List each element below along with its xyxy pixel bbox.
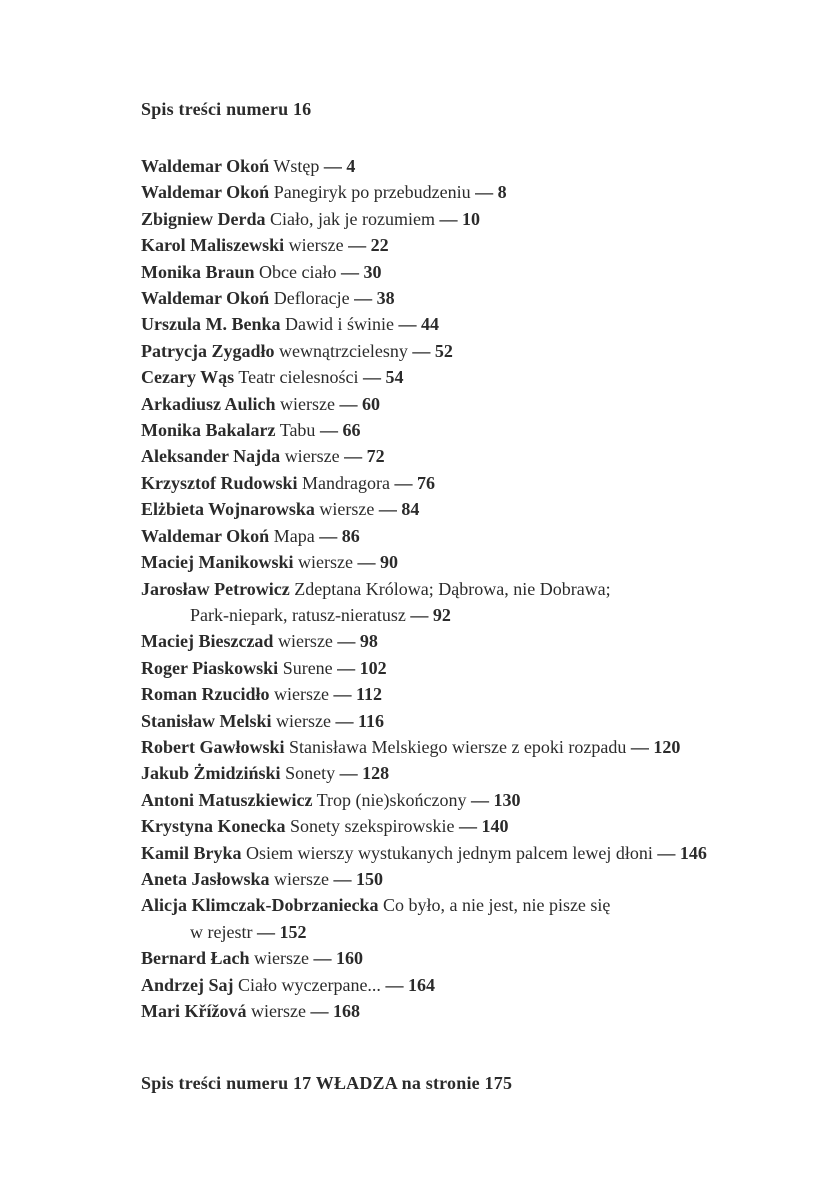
entry-title: wiersze	[280, 393, 336, 414]
entry-title: wiersze	[288, 235, 344, 256]
toc-entry	[141, 945, 781, 971]
entry-author: Elżbieta Wojnarowska	[141, 499, 315, 520]
entry-page: — 44	[398, 314, 439, 335]
toc-entry-line	[141, 153, 781, 179]
toc-entry-line	[141, 523, 781, 549]
toc-entry	[141, 338, 781, 364]
toc-entry-line	[141, 259, 781, 285]
entry-page: — 116	[335, 710, 385, 731]
toc-entry	[141, 470, 781, 496]
entry-author: Andrzej Saj	[141, 974, 234, 995]
entry-title: wiersze	[274, 868, 329, 889]
toc-entry	[141, 549, 781, 575]
entry-title: wiersze	[274, 684, 329, 705]
toc-entry	[141, 179, 781, 205]
entry-title: Co było, a nie jest, nie pisze się	[382, 895, 611, 916]
entry-author: Karol Maliszewski	[141, 235, 285, 256]
entry-author: Stanisław Melski	[141, 710, 272, 731]
entry-title: Defloracje	[273, 288, 350, 309]
entry-title: Ciało, jak je rozumiem	[270, 208, 435, 229]
entry-title: Tabu	[279, 420, 316, 441]
entry-page: — 76	[394, 472, 435, 493]
toc-entry-line	[141, 549, 781, 575]
entry-title: Obce ciało	[259, 261, 337, 282]
toc-entry-line	[141, 998, 781, 1024]
entry-title: Stanisława Melskiego wiersze z epoki rozpadu	[289, 736, 627, 757]
entry-page: — 30	[341, 261, 382, 282]
toc-entry-line	[141, 232, 781, 258]
toc-entry-line	[141, 734, 781, 760]
entry-author: Jarosław Petrowicz	[141, 578, 290, 599]
entry-page: — 54	[363, 367, 404, 388]
toc-entry-line	[141, 576, 781, 602]
entry-title-continued: Park-niepark, ratusz-nieratusz	[190, 604, 406, 625]
toc-entry	[141, 364, 781, 390]
entry-author: Maciej Manikowski	[141, 552, 294, 573]
toc-entry	[141, 391, 781, 417]
entry-title: wiersze	[319, 499, 375, 520]
toc-title: Spis treści numeru 16	[141, 99, 312, 119]
toc-entry-line	[141, 760, 781, 786]
toc-entry-line	[141, 972, 781, 998]
toc-entry	[141, 708, 781, 734]
entry-page: — 120	[630, 736, 681, 757]
toc-entry	[141, 655, 781, 681]
entry-page: — 22	[348, 235, 389, 256]
entry-page: — 66	[319, 420, 361, 441]
entry-author: Cezary Wąs	[141, 367, 235, 388]
entry-author: Maciej Bieszczad	[141, 631, 274, 652]
entry-author: Zbigniew Derda	[141, 208, 266, 229]
entry-title: Surene	[282, 657, 333, 678]
toc-entry-line	[141, 417, 781, 443]
toc-entry	[141, 734, 781, 760]
entry-page: — 8	[475, 182, 507, 203]
toc-entry	[141, 285, 781, 311]
toc-entry-continuation	[141, 919, 781, 945]
entry-title: Mapa	[273, 525, 315, 546]
entry-author: Krystyna Konecka	[141, 816, 286, 837]
entry-author: Mari Křížová	[141, 1001, 247, 1021]
entry-title: Sonety szekspirowskie	[290, 816, 455, 837]
toc-entry	[141, 443, 781, 469]
toc-entry-line	[141, 364, 781, 390]
entry-author: Monika Bakalarz	[141, 420, 276, 441]
toc-entry-line	[141, 628, 781, 654]
toc-entry	[141, 813, 781, 839]
entry-page: — 128	[339, 763, 390, 784]
toc-entry-continuation	[141, 602, 781, 628]
toc-entry-line	[141, 655, 781, 681]
toc-entry	[141, 760, 781, 786]
entry-page: — 168	[310, 1001, 360, 1021]
entry-title: Ciało wyczerpane...	[238, 974, 381, 995]
entry-author: Waldemar Okoń	[141, 156, 270, 176]
toc-entry	[141, 153, 781, 179]
toc-list	[141, 153, 781, 1024]
entry-author: Waldemar Okoń	[141, 288, 270, 309]
entry-author: Monika Braun	[141, 261, 255, 282]
toc-entry-line	[141, 708, 781, 734]
entry-page: — 130	[471, 789, 521, 810]
entry-title: wiersze	[277, 631, 333, 652]
toc-entry-line	[141, 443, 781, 469]
entry-page: — 140	[459, 816, 509, 837]
entry-author: Robert Gawłowski	[141, 736, 285, 757]
entry-author: Arkadiusz Aulich	[141, 393, 276, 414]
entry-title: Dawid i świnie	[285, 314, 394, 335]
next-issue-note: Spis treści numeru 17 WŁADZA na stronie 175	[141, 1073, 513, 1094]
entry-title: wiersze	[250, 1001, 306, 1021]
toc-entry	[141, 840, 781, 866]
toc-entry-line	[141, 945, 781, 971]
entry-page: — 52	[412, 340, 453, 361]
toc-content	[141, 96, 781, 1096]
toc-entry	[141, 576, 781, 629]
toc-entry-line	[141, 866, 781, 892]
entry-author: Urszula M. Benka	[141, 314, 281, 335]
toc-entry	[141, 206, 781, 232]
entry-page: — 38	[354, 288, 395, 309]
entry-title: wiersze	[284, 446, 340, 467]
entry-title: Zdeptana Królowa; Dąbrowa, nie Dobrawa;	[294, 578, 611, 599]
entry-author: Aneta Jasłowska	[141, 868, 270, 889]
toc-entry-line	[141, 285, 781, 311]
entry-page: — 60	[339, 393, 381, 414]
entry-page: — 152	[256, 921, 307, 942]
entry-title: wiersze	[298, 552, 353, 573]
toc-entry	[141, 311, 781, 337]
toc-entry	[141, 523, 781, 549]
toc-entry	[141, 259, 781, 285]
entry-title: Mandragora	[302, 472, 390, 493]
entry-title: Panegiryk po przebudzeniu	[273, 182, 471, 203]
toc-entry	[141, 787, 781, 813]
toc-entry	[141, 866, 781, 892]
entry-author: Waldemar Okoń	[141, 525, 270, 546]
entry-title: wewnątrzcielesny	[278, 340, 408, 361]
entry-page: — 84	[378, 499, 420, 520]
toc-entry	[141, 496, 781, 522]
entry-author: Jakub Żmidziński	[141, 763, 281, 784]
toc-entry-line	[141, 470, 781, 496]
entry-page: — 86	[319, 525, 360, 546]
toc-entry-line	[141, 840, 781, 866]
toc-entry	[141, 892, 781, 945]
entry-title-continued: w rejestr	[190, 921, 253, 942]
toc-entry	[141, 681, 781, 707]
entry-page: — 4	[323, 156, 356, 176]
entry-author: Roman Rzucidło	[141, 684, 270, 705]
entry-page: — 98	[337, 631, 378, 652]
entry-title: wiersze	[254, 948, 309, 969]
entry-page: — 10	[439, 208, 480, 229]
toc-entry-line	[141, 496, 781, 522]
entry-author: Roger Piaskowski	[141, 657, 279, 678]
toc-entry	[141, 628, 781, 654]
entry-page: — 72	[344, 446, 385, 467]
entry-author: Krzysztof Rudowski	[141, 472, 298, 493]
toc-entry	[141, 232, 781, 258]
entry-page: — 102	[337, 657, 387, 678]
toc-entry-line	[141, 787, 781, 813]
entry-title: Teatr cielesności	[238, 367, 359, 388]
entry-page: — 90	[357, 552, 398, 573]
toc-entry	[141, 972, 781, 998]
toc-entry-line	[141, 311, 781, 337]
entry-title: Trop (nie)skończony	[316, 789, 467, 810]
toc-entry	[141, 417, 781, 443]
entry-page: — 146	[657, 842, 707, 863]
toc-entry-line	[141, 813, 781, 839]
toc-entry-line	[141, 206, 781, 232]
entry-page: — 160	[313, 948, 363, 969]
toc-entry-line	[141, 179, 781, 205]
entry-title: Wstęp	[273, 156, 320, 176]
entry-author: Patrycja Zygadło	[141, 340, 275, 361]
toc-entry-line	[141, 892, 781, 918]
entry-author: Bernard Łach	[141, 948, 250, 969]
toc-entry-line	[141, 681, 781, 707]
toc-entry-line	[141, 391, 781, 417]
entry-page: — 150	[333, 868, 383, 889]
toc-entry-line	[141, 338, 781, 364]
entry-author: Waldemar Okoń	[141, 182, 270, 203]
toc-entry	[141, 998, 781, 1024]
entry-page: — 112	[333, 684, 382, 705]
entry-author: Antoni Matuszkiewicz	[141, 789, 313, 810]
entry-title: Sonety	[285, 763, 336, 784]
entry-title: wiersze	[276, 710, 331, 731]
entry-author: Alicja Klimczak-Dobrzaniecka	[141, 895, 379, 916]
entry-author: Aleksander Najda	[141, 446, 281, 467]
entry-author: Kamil Bryka	[141, 842, 242, 863]
entry-page: — 164	[385, 974, 435, 995]
entry-title: Osiem wierszy wystukanych jednym palcem lewej dłoni	[246, 842, 653, 863]
entry-page: — 92	[410, 604, 451, 625]
